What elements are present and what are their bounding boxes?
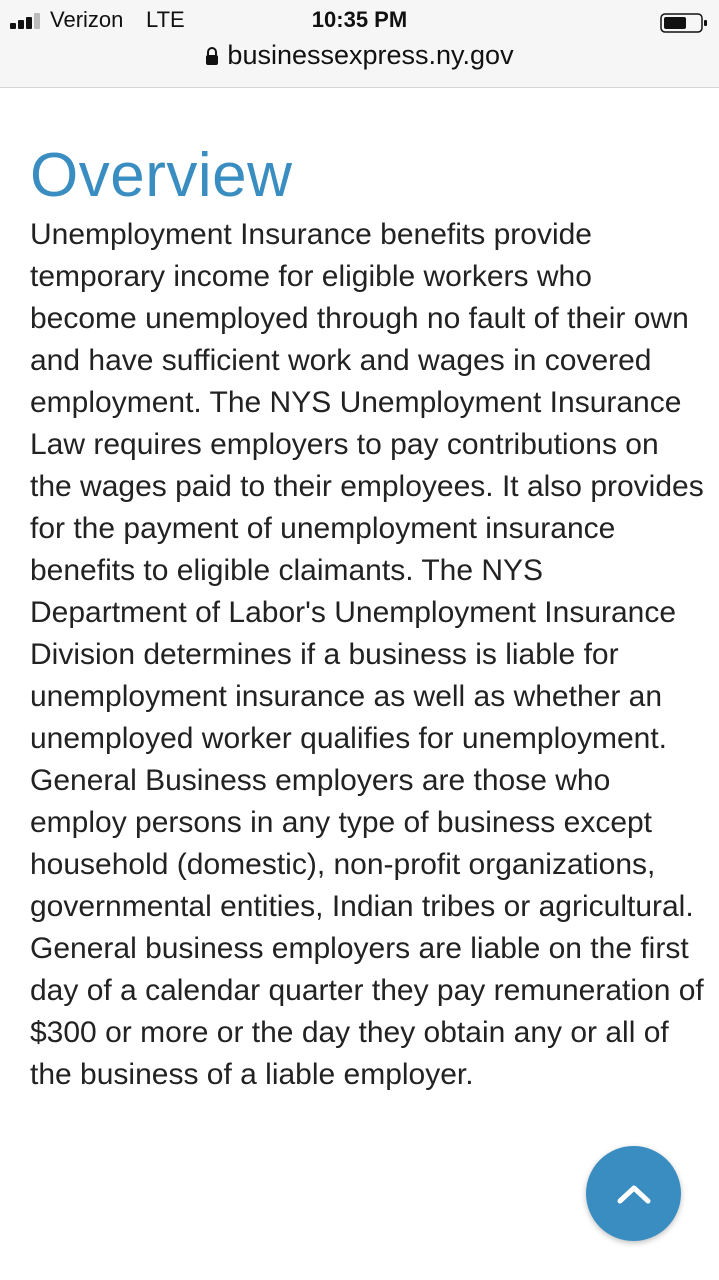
page-title: Overview xyxy=(30,141,293,210)
status-row xyxy=(0,4,719,36)
carrier-name: Verizon xyxy=(50,7,124,32)
address-bar[interactable] xyxy=(0,40,719,74)
battery-icon xyxy=(660,13,708,33)
chevron-up-icon xyxy=(616,1183,652,1205)
overview-paragraph-2: General Business employers are those who employ persons in any type of business except household (domestic), non-profit organizations, governmental entities, Indian tribes or agricultural. General business employers are liable on the first day of a calendar quarter they pay remuneration of $300 or more or the day they obtain any or all of the business of a liable employer. xyxy=(30,764,704,1091)
overview-paragraph-1: Unemployment Insurance benefits provide temporary income for eligible workers who become unemployed through no fault of their own and have sufficient work and wages in covered employment. The NYS Unemployment Insurance Law requires employers to pay contributions on the wages paid to their employees. It also provides for the payment of unemployment insurance benefits to eligible claimants. The NYS Department of Labor's Unemployment Insurance Division determines if a business is liable for unemployment insurance as well as whether an unemployed worker qualifies for unemployment. xyxy=(30,218,704,755)
main-content xyxy=(30,88,705,1096)
network-type: LTE xyxy=(146,7,185,32)
lock-icon xyxy=(205,47,219,65)
url-text[interactable]: businessexpress.ny.gov xyxy=(227,40,514,70)
clock: 10:35 PM xyxy=(311,7,408,32)
scroll-to-top-button[interactable] xyxy=(586,1146,681,1241)
browser-status-bar xyxy=(0,0,719,88)
